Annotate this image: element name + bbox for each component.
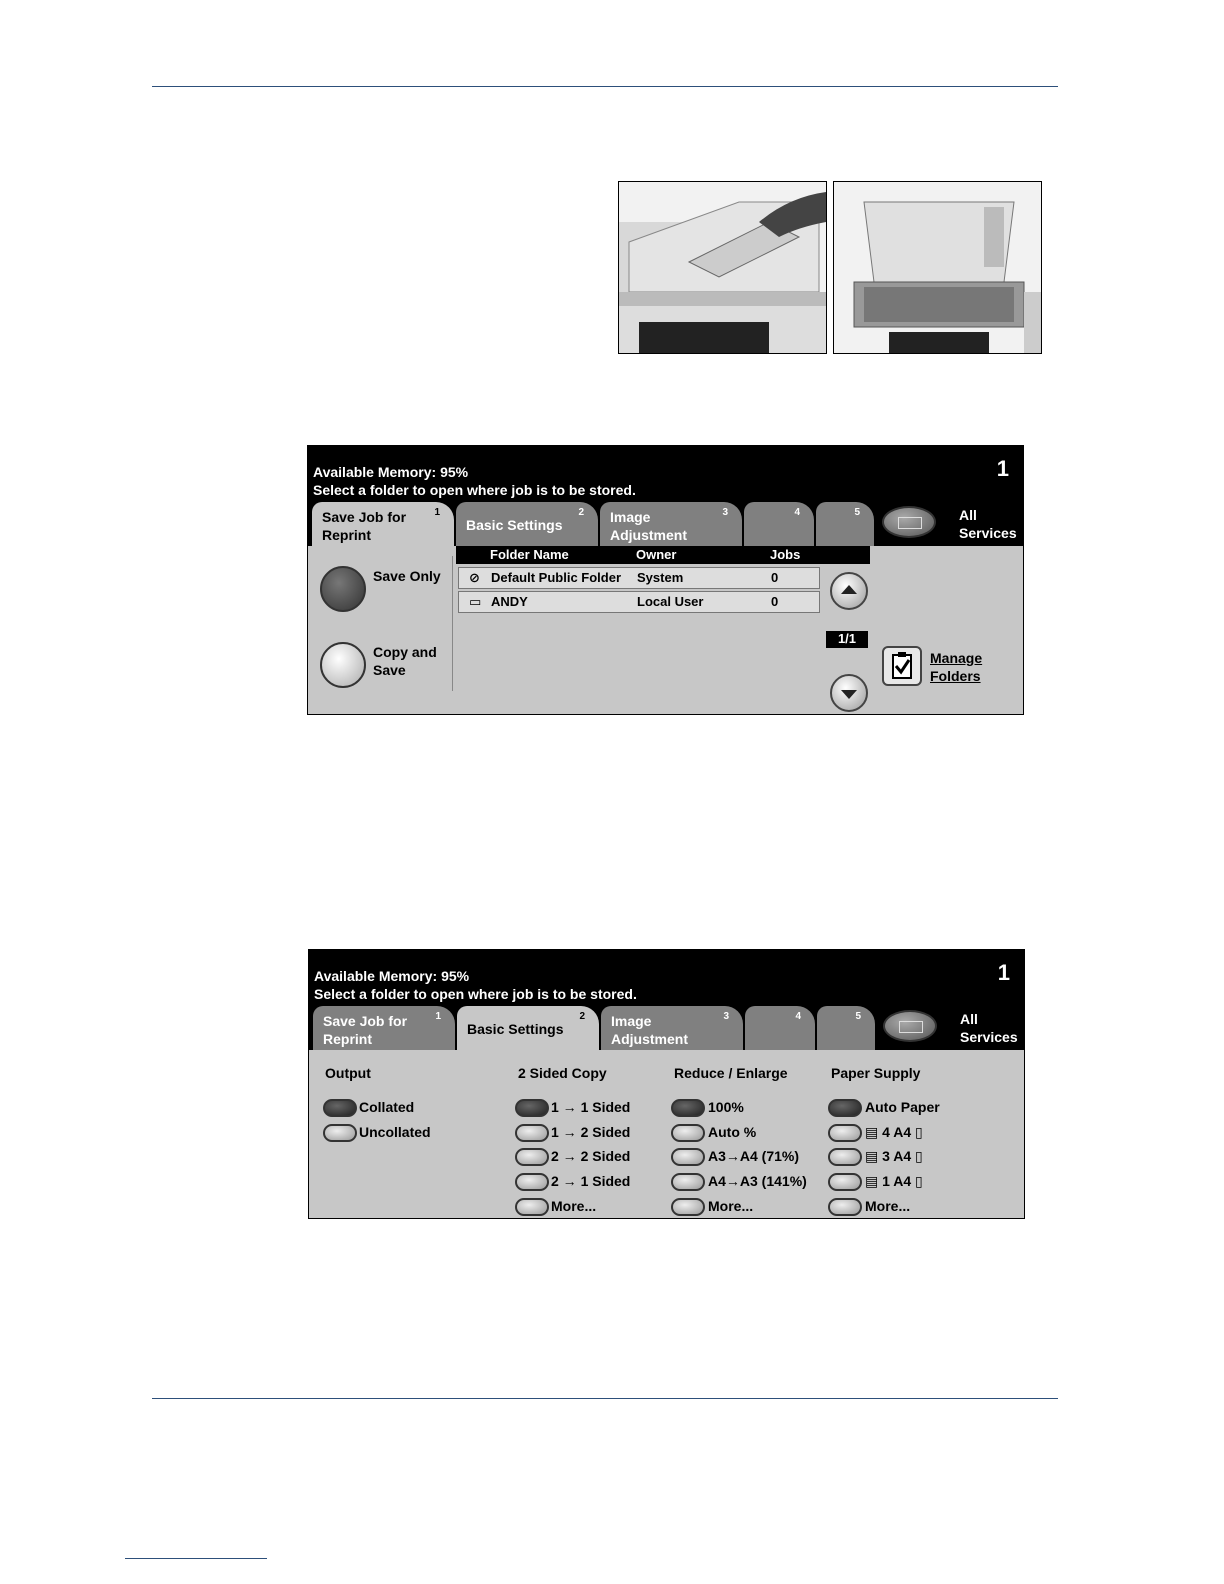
reduce-100-label: 100% <box>708 1099 744 1115</box>
tray-4-label: ▤ 4 A4 ▯ <box>865 1124 923 1140</box>
uncollated-label: Uncollated <box>359 1124 431 1140</box>
copy-and-save-button[interactable] <box>320 642 366 688</box>
paper-more-label: More... <box>865 1198 911 1214</box>
tray-1-button[interactable] <box>828 1173 862 1191</box>
tab-5[interactable]: 5 <box>816 502 874 546</box>
grid-icon <box>899 1021 923 1033</box>
shared-folder-icon: ⊘ <box>469 570 480 585</box>
save-only-button[interactable] <box>320 566 366 612</box>
folder-row[interactable]: ⊘ Default Public Folder System 0 <box>458 567 820 589</box>
one-to-one-sided-label: 1 → 1 Sided <box>551 1099 631 1115</box>
a3-to-a4-button[interactable] <box>671 1148 705 1166</box>
copy-and-save-label: Copy and Save <box>373 644 437 678</box>
grid-icon <box>898 517 922 529</box>
save-job-content <box>308 546 1023 714</box>
available-memory-text: Available Memory: 95% <box>314 968 470 984</box>
a4-to-a3-label: A4→A3 (141%) <box>708 1173 807 1189</box>
two-to-two-sided-button[interactable] <box>515 1148 549 1166</box>
tab-4[interactable]: 4 <box>745 1006 815 1050</box>
output-heading: Output <box>325 1065 371 1081</box>
one-to-one-sided-button[interactable] <box>515 1099 549 1117</box>
two-sided-copy-heading: 2 Sided Copy <box>518 1065 607 1081</box>
collated-button[interactable] <box>323 1099 357 1117</box>
tab-5[interactable]: 5 <box>817 1006 875 1050</box>
document-feeder-photo <box>618 181 827 354</box>
tab-save-job-for-reprint[interactable]: Save Job for Reprint 1 <box>312 502 454 548</box>
uncollated-button[interactable] <box>323 1124 357 1142</box>
col-owner: Owner <box>636 547 677 562</box>
scroll-up-button[interactable] <box>830 572 868 610</box>
tab-basic-settings[interactable]: Basic Settings 2 <box>457 1006 599 1052</box>
divider <box>452 556 453 691</box>
reduce-enlarge-heading: Reduce / Enlarge <box>674 1065 788 1081</box>
auto-percent-button[interactable] <box>671 1124 705 1142</box>
tab-image-adjustment[interactable]: Image Adjustment 3 <box>600 502 742 546</box>
document-glass-photo <box>833 181 1042 354</box>
available-memory-text: Available Memory: 95% <box>313 464 469 480</box>
instruction-text: Select a folder to open where job is to be stored. <box>314 986 637 1002</box>
two-to-two-sided-label: 2 → 2 Sided <box>551 1148 631 1164</box>
tab-save-job-for-reprint[interactable]: Save Job for Reprint 1 <box>313 1006 455 1050</box>
reduce-more-button[interactable] <box>671 1198 705 1216</box>
collated-label: Collated <box>359 1099 415 1115</box>
instruction-text: Select a folder to open where job is to be stored. <box>313 482 636 498</box>
arrow-down-icon <box>832 676 866 710</box>
manage-folders-link[interactable]: Manage Folders <box>930 650 983 684</box>
two-sided-more-button[interactable] <box>515 1198 549 1216</box>
folder-table-header <box>456 546 870 564</box>
all-services-button[interactable] <box>882 506 936 538</box>
basic-settings-screen <box>308 949 1025 1219</box>
paper-more-button[interactable] <box>828 1198 862 1216</box>
clipboard-check-icon <box>884 648 920 684</box>
all-services-button[interactable] <box>883 1010 937 1042</box>
tray-3-button[interactable] <box>828 1148 862 1166</box>
tray-3-label: ▤ 3 A4 ▯ <box>865 1148 923 1164</box>
bottom-rule <box>152 1398 1058 1399</box>
basic-settings-content <box>309 1050 1024 1218</box>
reduce-more-label: More... <box>708 1198 754 1214</box>
auto-paper-label: Auto Paper <box>865 1099 940 1115</box>
col-jobs: Jobs <box>770 547 801 562</box>
two-to-one-sided-button[interactable] <box>515 1173 549 1191</box>
footer-rule <box>125 1558 267 1559</box>
scroll-down-button[interactable] <box>830 674 868 712</box>
top-rule <box>152 86 1058 87</box>
folder-icon: ▭ <box>469 594 482 609</box>
page-indicator: 1/1 <box>826 631 868 648</box>
two-sided-more-label: More... <box>551 1198 597 1214</box>
one-to-two-sided-button[interactable] <box>515 1124 549 1142</box>
tab-4[interactable]: 4 <box>744 502 814 546</box>
auto-percent-label: Auto % <box>708 1124 757 1140</box>
tab-basic-settings[interactable]: Basic Settings 2 <box>456 502 598 546</box>
reduce-100-button[interactable] <box>671 1099 705 1117</box>
manage-folders-button[interactable] <box>882 646 922 686</box>
two-to-one-sided-label: 2 → 1 Sided <box>551 1173 631 1189</box>
arrow-up-icon <box>832 574 866 608</box>
a3-to-a4-label: A3→A4 (71%) <box>708 1148 800 1164</box>
one-to-two-sided-label: 1 → 2 Sided <box>551 1124 631 1140</box>
tray-1-label: ▤ 1 A4 ▯ <box>865 1173 923 1189</box>
tray-4-button[interactable] <box>828 1124 862 1142</box>
auto-paper-button[interactable] <box>828 1099 862 1117</box>
col-folder-name: Folder Name <box>490 547 569 562</box>
save-only-label: Save Only <box>373 568 441 584</box>
a4-to-a3-button[interactable] <box>671 1173 705 1191</box>
all-services-label: All Services <box>960 1011 1018 1045</box>
paper-supply-heading: Paper Supply <box>831 1065 921 1081</box>
copy-count: 1 <box>997 960 1010 985</box>
folder-row[interactable]: ▭ ANDY Local User 0 <box>458 591 820 613</box>
all-services-label: All Services <box>959 507 1017 541</box>
copy-count: 1 <box>996 456 1009 481</box>
tab-image-adjustment[interactable]: Image Adjustment 3 <box>601 1006 743 1050</box>
save-job-screen <box>307 445 1024 715</box>
